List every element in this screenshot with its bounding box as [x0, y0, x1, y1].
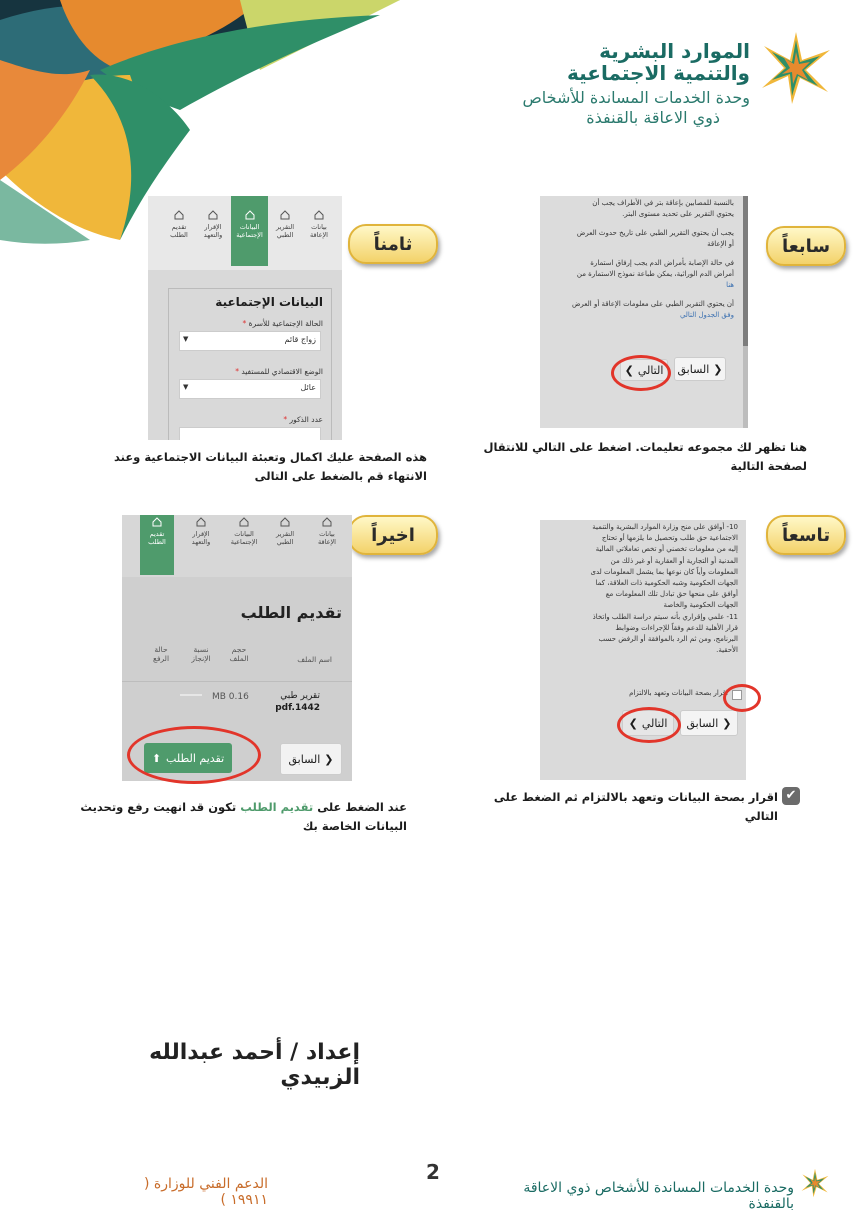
home-icon [174, 210, 184, 220]
social-data-form [168, 288, 332, 440]
instruction-line: يجب أن يحتوي التقرير الطبي على تاريخ حدوث العرض [576, 229, 734, 237]
instructions-list [549, 198, 734, 321]
home-icon [196, 517, 206, 527]
page-number: 2 [426, 1160, 440, 1184]
tab-disability-data[interactable]: بيانات الإعاقة [310, 515, 344, 575]
form-title: البيانات الإجتماعية [215, 295, 323, 309]
home-icon [314, 210, 324, 220]
highlight-ring [127, 726, 261, 784]
step-nine-caption: اقرار بصحة البيانات وتعهد بالالتزام ثم الضغط على التالي [493, 790, 778, 823]
tab-disability-data[interactable]: بيانات الإعاقة [302, 196, 336, 256]
author-credit: إعداد / أحمد عبدالله الزبيدي [149, 1040, 360, 1090]
tab-strip [122, 515, 352, 577]
final-step-caption: عند الضغط على تقديم الطلب تكون قد انهيت رفع وتحديث البيانات الخاصة بك [80, 800, 407, 833]
next-button-label: التالي [637, 363, 664, 377]
highlight-ring [617, 707, 681, 743]
highlight-ring [723, 684, 761, 712]
next-button-label: التالي [641, 716, 668, 730]
tab-social-data[interactable]: البيانات الإجتماعية [231, 196, 268, 266]
upload-progress-bar [180, 694, 202, 696]
terms-text: 10- أوافق على منح وزارة الموارد البشرية والتنمية الاجتماعية حق طلب وتحصيل ما يلزمها أو تحتاج إليه من معلومات تخصني أو تخص تعاملاتي المالية المدنية أو التجارية أو العقارية أو غير ذلك من المعلومات وأياً كان نوعها بما يشمل المعلومات لدى الجهات الحكومية وشبه الحكومية ذات العلاقة، كما أوافق على منحها حق تبادل تلك المعلومات مع الجهات الحكومية والخاصة 11- علمي وإقراري بأنه سيتم دراسة الطلب واتخاذ قرار الأهلية للدعم وفقاً للإجراءات وضوابط البرنامج، ومن ثم الرد بالموافقة أو الرفض حسب الأحقية. [590, 523, 738, 655]
home-icon [322, 517, 332, 527]
beneficiary-status-select[interactable]: عائل ▼ [179, 379, 321, 399]
chevron-left-icon: ❯ [628, 716, 638, 730]
home-icon [245, 210, 255, 220]
column-file-name: اسم الملف [297, 655, 332, 664]
tab-medical-report[interactable]: التقرير الطبي [268, 515, 302, 575]
home-icon [239, 517, 249, 527]
step-seven-badge: سابعاً [766, 226, 846, 266]
highlight-ring [611, 355, 671, 391]
ministry-emblem-icon [798, 1168, 832, 1198]
file-name: تقرير طبي pdf.1442 [275, 691, 320, 713]
chevron-right-icon: ❮ [722, 716, 732, 730]
prev-button-label: السابق [686, 716, 719, 730]
chevron-left-icon: ❯ [624, 363, 634, 377]
caret-down-icon: ▼ [183, 335, 189, 343]
tab-declaration[interactable]: الإقرار والتعهد [196, 196, 230, 256]
declaration-checkbox-label: اقرار بصحة البيانات وتعهد بالالتزام [629, 689, 728, 697]
footer-unit-name: وحدة الخدمات المساندة للأشخاص ذوي الاعاقة بالقنفذة [523, 1180, 794, 1212]
files-table-header [132, 643, 342, 675]
step-eight-caption: هذه الصفحة عليك اكمال وتعبئة البيانات الاجتماعية وعند الانتهاء قم بالضغط على التالى [113, 450, 427, 483]
chevron-right-icon: ❮ [324, 752, 334, 766]
column-upload-status: حالة الرفع [152, 645, 170, 663]
instruction-link[interactable]: هنا [726, 281, 734, 289]
males-count-label: عدد الذكور * [283, 415, 323, 424]
unit-name-line2: ذوي الاعاقة بالقنفذة [586, 108, 720, 127]
support-hotline: الدعم الفني للوزارة ( ١٩٩١١ ) [144, 1176, 268, 1208]
tab-declaration[interactable]: الإقرار والتعهد [184, 515, 218, 575]
prev-button-label: السابق [677, 362, 710, 376]
family-status-label: الحالة الإجتماعية للأسرة * [242, 319, 323, 328]
upload-icon: ⬆ [151, 751, 162, 765]
column-progress: نسبة الإنجاز [191, 645, 211, 663]
ministry-name-line1: الموارد البشرية [599, 39, 750, 63]
step-seven-screenshot [540, 196, 748, 428]
step-eight-badge: ثامناً [348, 224, 438, 264]
tab-strip [148, 196, 342, 270]
home-icon [208, 210, 218, 220]
step-seven-caption: هنا تظهر لك مجموعه تعليمات. اضغط على التالي للانتقال لصفحة التالية [483, 440, 807, 473]
unit-name-line1: وحدة الخدمات المساندة للأشخاص [522, 88, 750, 107]
instruction-line: بالنسبة للمصابين بإعاقة بتر في الأطراف يجب أن [592, 199, 734, 207]
tab-social-data[interactable]: البيانات الإجتماعية [224, 515, 264, 575]
tab-submit-request[interactable]: تقديم الطلب [140, 515, 174, 575]
instruction-line: أو الإعاقة [707, 240, 734, 248]
checkbox-checked-icon: ✔ [782, 787, 800, 805]
step-eight-screenshot [148, 196, 342, 440]
file-size: MB 0.16 [212, 692, 249, 702]
column-file-size: حجم الملف [229, 645, 249, 663]
ministry-logo [522, 30, 840, 130]
tab-medical-report[interactable]: التقرير الطبي [268, 196, 302, 256]
scrollbar[interactable] [743, 196, 748, 428]
files-table-row [122, 681, 352, 722]
prev-button[interactable] [674, 357, 726, 381]
instruction-link[interactable]: وفق الجدول التالي [679, 311, 734, 319]
instruction-line: يحتوي التقرير على تحديد مستوى البتر. [622, 210, 734, 218]
instruction-line: أمراض الدم الوراثية، يمكن طباعة نموذج الاستمارة من [576, 270, 734, 278]
prev-button-label: السابق [288, 752, 321, 766]
chevron-right-icon: ❮ [713, 362, 723, 376]
instruction-line: أن يحتوي التقرير الطبي على معلومات الإعاقة أو العرض [571, 300, 734, 308]
submit-page-title: تقديم الطلب [240, 603, 342, 622]
home-icon [280, 517, 290, 527]
males-count-input[interactable] [179, 427, 321, 440]
step-nine-badge: تاسعاً [766, 515, 846, 555]
instruction-line: في حالة الإصابة بأمراض الدم يجب إرفاق استمارة [590, 259, 734, 267]
home-icon [152, 517, 162, 527]
ministry-emblem-icon [758, 30, 834, 106]
prev-button[interactable] [680, 710, 738, 736]
caret-down-icon: ▼ [183, 383, 189, 391]
tab-submit-request[interactable]: تقديم الطلب [162, 196, 196, 256]
ministry-name-line2: والتنمية الاجتماعية [567, 61, 750, 85]
home-icon [280, 210, 290, 220]
submit-button-label: تقديم الطلب [166, 751, 225, 765]
beneficiary-status-label: الوضع الاقتصادي للمستفيد * [235, 367, 323, 376]
family-status-select[interactable]: زواج قائم ▼ [179, 331, 321, 351]
final-step-badge: اخيراً [348, 515, 438, 555]
prev-button[interactable] [280, 743, 342, 775]
